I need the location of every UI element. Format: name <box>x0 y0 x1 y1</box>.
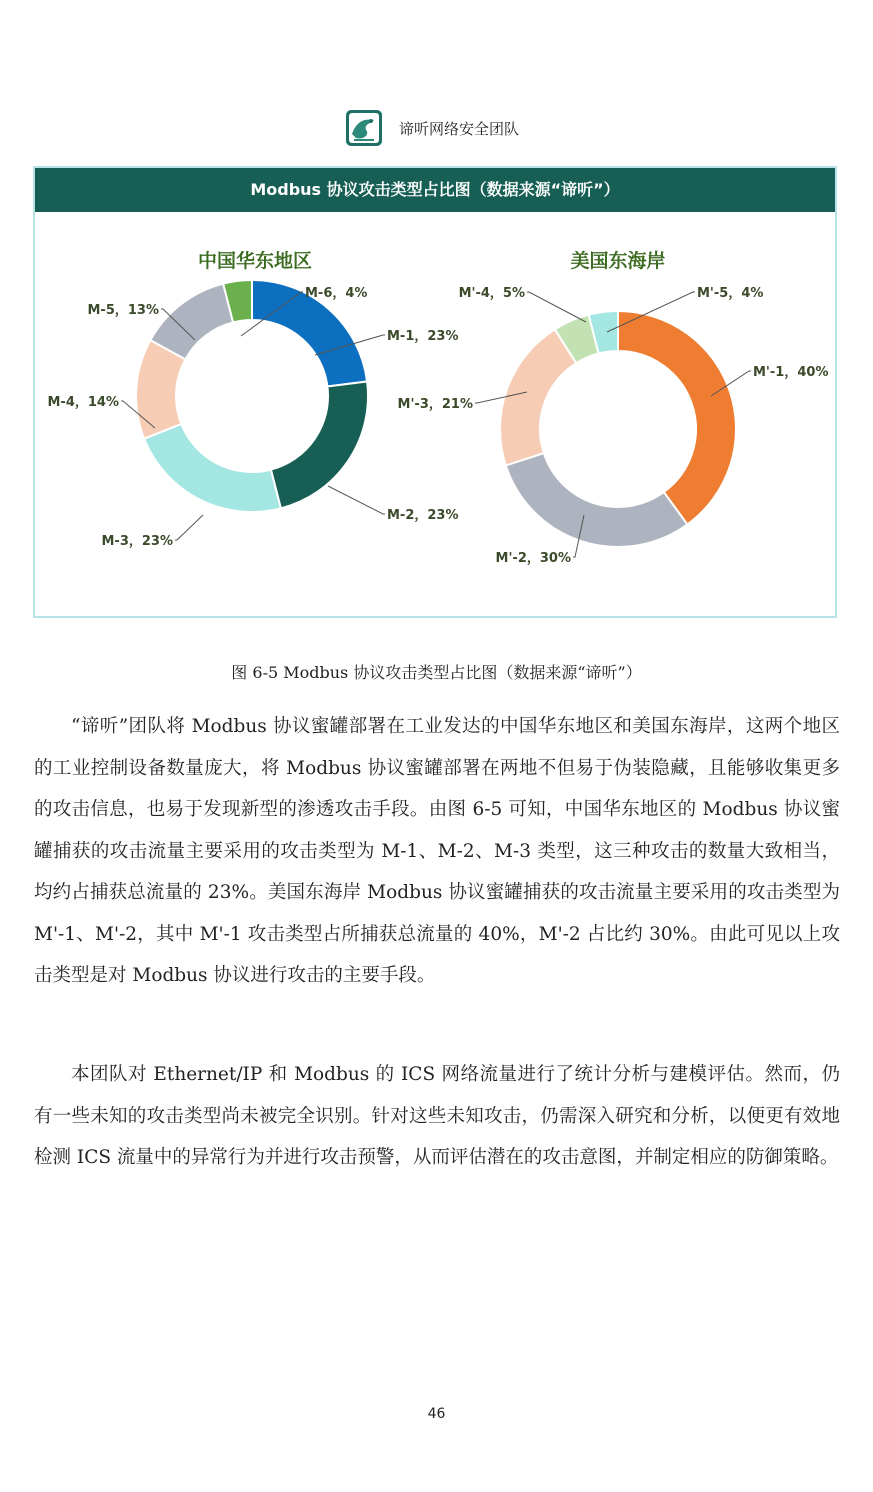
chart-1-leader-line <box>175 515 203 540</box>
chart-1-data-label: M-2，23% <box>387 508 459 523</box>
chart-1-slice-M-3 <box>144 424 281 512</box>
chart-2-data-label: M'-5，4% <box>697 286 764 301</box>
page-number: 46 <box>427 1406 446 1422</box>
chart-2-slice-M'-3 <box>500 329 576 465</box>
donut-charts <box>35 212 835 616</box>
chart-1-data-label: M-3，23% <box>101 534 173 549</box>
chart-2-data-label: M'-1，40% <box>753 365 829 380</box>
chart-2-slice-M'-1 <box>618 311 736 524</box>
chart-1-slice-M-2 <box>271 381 368 508</box>
chart-2-title: 美国东海岸 <box>570 250 666 272</box>
chart-1-data-label: M-5，13% <box>87 303 159 318</box>
chart-1-data-label: M-4，14% <box>47 395 119 410</box>
dragon-seal-icon <box>344 108 384 148</box>
chart-2-leader-line <box>527 292 586 322</box>
team-name: 谛听网络安全团队 <box>399 120 520 138</box>
chart-2-data-label: M'-2，30% <box>495 551 571 566</box>
chart-2-slice-M'-2 <box>506 453 688 547</box>
figure-box <box>33 166 837 618</box>
chart-1-title: 中国华东地区 <box>197 250 313 272</box>
page-header <box>0 106 873 150</box>
chart-1-leader-line <box>328 486 385 514</box>
chart-1-slice-M-5 <box>150 284 233 360</box>
figure-caption: 图 6-5 Modbus 协议攻击类型占比图（数据来源“谛听”） <box>231 663 642 682</box>
chart-1-data-label: M-1，23% <box>387 329 459 344</box>
body-paragraph-1: “谛听”团队将 Modbus 协议蜜罐部署在工业发达的中国华东地区和美国东海岸，这两个地区的工业控制设备数量庞大，将 Modbus 协议蜜罐部署在两地不但易于伪装隐藏，且能够收集更多的攻击信息，也易于发现新型的渗透攻击手段。由图 6-5 可知，中国华东地区的 Modbus 协议蜜罐捕获的攻击流量主要采用的攻击类型为 M-1、M-2、M-3 类型，这三种攻击的数量大致相当，均约占捕获总流量的 23%。美国东海岸 Modbus 协议蜜罐捕获的攻击流量主要采用的攻击类型为 M'-1、M'-2，其中 M'-1 攻击类型占所捕获总流量的 40%，M'-2 占比约 30%。由此可见以上攻击类型是对 Modbus 协议进行攻击的主要手段。 <box>34 716 840 986</box>
figure-banner-title: Modbus 协议攻击类型占比图（数据来源“谛听”） <box>35 168 835 212</box>
chart-2-data-label: M'-4，5% <box>458 286 525 301</box>
chart-2-data-label: M'-3，21% <box>397 397 473 412</box>
body-paragraph-2: 本团队对 Ethernet/IP 和 Modbus 的 ICS 网络流量进行了统计分析与建模评估。然而，仍有一些未知的攻击类型尚未被完全识别。针对这些未知攻击，仍需深入研究和分析，以便更有效地检测 ICS 流量中的异常行为并进行攻击预警，从而评估潜在的攻击意图，并制定相应的防御策略。 <box>34 1064 840 1168</box>
chart-1-data-label: M-6，4% <box>305 286 368 301</box>
